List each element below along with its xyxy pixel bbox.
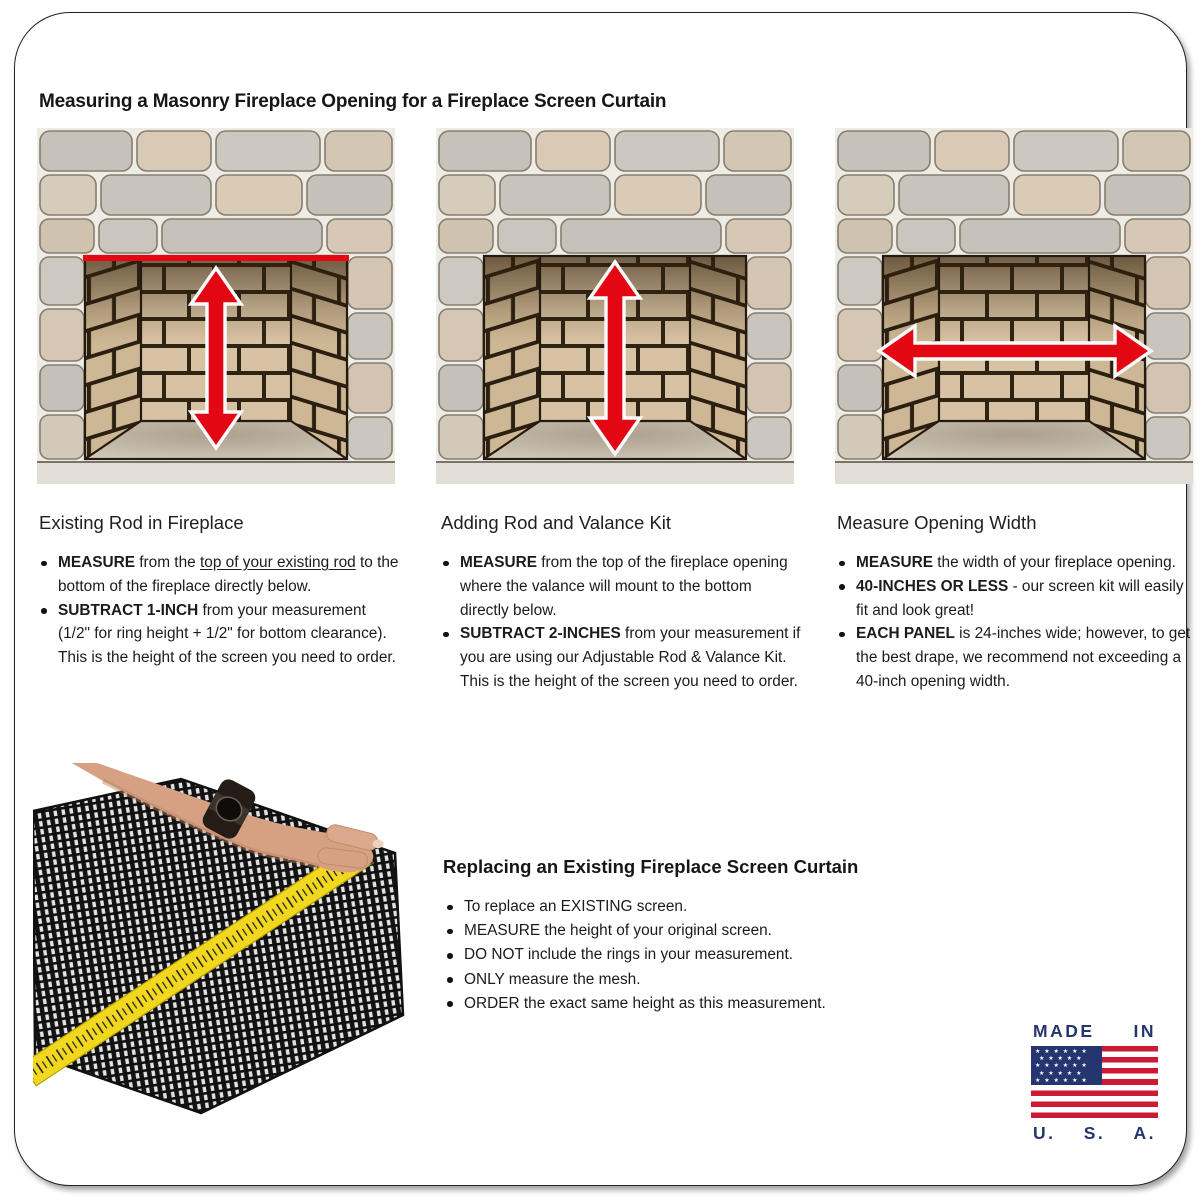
rounded-card [14,12,1191,1186]
column-heading: Adding Rod and Valance Kit [441,512,672,533]
list-item: ★ ★ ★ ★ ★ ★ [1035,1076,1088,1084]
column-valance-kit [439,512,801,694]
replace-section [443,856,1013,1016]
measuring-tape-photo [33,763,438,1200]
bullet-item: MEASURE from the top of your existing rod to the bottom of the fireplace directly below. [37,551,399,599]
bullet-list [439,551,801,694]
list-item: U. [1033,1123,1056,1143]
bullet-list [37,551,399,670]
bullet-item: SUBTRACT 2-INCHES from your measurement if you are using our Adjustable Rod & Valance Kit. This is the height of the screen you need to order. [439,622,801,693]
column-heading: Existing Rod in Fireplace [39,512,244,533]
bullet-item: EACH PANEL is 24-inches wide; however, to get the best drape, we recommend not exceeding a 40-inch opening width. [835,622,1197,693]
column-heading: Measure Opening Width [837,512,1037,533]
list-item: S. [1083,1123,1106,1143]
fireplace-illustration [37,128,395,484]
bullet-item: SUBTRACT 1-INCH from your measurement (1/2" for ring height + 1/2" for bottom clearance). This is the height of the screen you need to order. [37,599,399,670]
fireplace-diagram-valance-kit [436,128,794,484]
replace-heading: Replacing an Existing Fireplace Screen Curtain [443,856,859,877]
fireplace-illustration [436,128,794,484]
bullet-item: 40-INCHES OR LESS - our screen kit will easily fit and look great! [835,575,1197,623]
made-in-usa-badge [1031,1021,1158,1144]
list-item: ★ ★ ★ ★ ★ [1039,1055,1083,1063]
bullet-item: ORDER the exact same height as this measurement. [443,992,1013,1016]
us-flag-icon [1031,1046,1158,1118]
list-item: A. [1133,1123,1156,1143]
bullet-item: ONLY measure the mesh. [443,968,1013,992]
fireplace-diagram-existing-rod [37,128,395,484]
fireplace-illustration [835,128,1193,484]
column-existing-rod [37,512,399,670]
usa-label [1031,1123,1158,1144]
page-title: Measuring a Masonry Fireplace Opening for a Fireplace Screen Curtain [39,91,667,112]
list-item: ★ ★ ★ ★ ★ [1039,1069,1083,1077]
bullet-item: MEASURE the width of your fireplace opening. [835,551,1197,575]
made-label: MADE [1033,1021,1095,1041]
bullet-item: MEASURE the height of your original screen. [443,919,1013,943]
bullet-item: MEASURE from the top of the fireplace opening where the valance will mount to the bottom directly below. [439,551,801,622]
fireplace-diagram-opening-width [835,128,1193,484]
flag-canton [1031,1046,1102,1085]
list-item: ★ ★ ★ ★ ★ ★ [1035,1048,1088,1055]
made-in-label [1031,1021,1158,1042]
list-item: ★ ★ ★ ★ ★ ★ [1035,1062,1088,1070]
bullet-list [835,551,1197,694]
existing-rod-line [83,255,349,261]
bullet-item: To replace an EXISTING screen. [443,895,1013,919]
replace-bullet-list [443,895,1013,1016]
bullet-item: DO NOT include the rings in your measurement. [443,943,1013,967]
in-label: IN [1133,1021,1156,1041]
column-opening-width [835,512,1197,694]
